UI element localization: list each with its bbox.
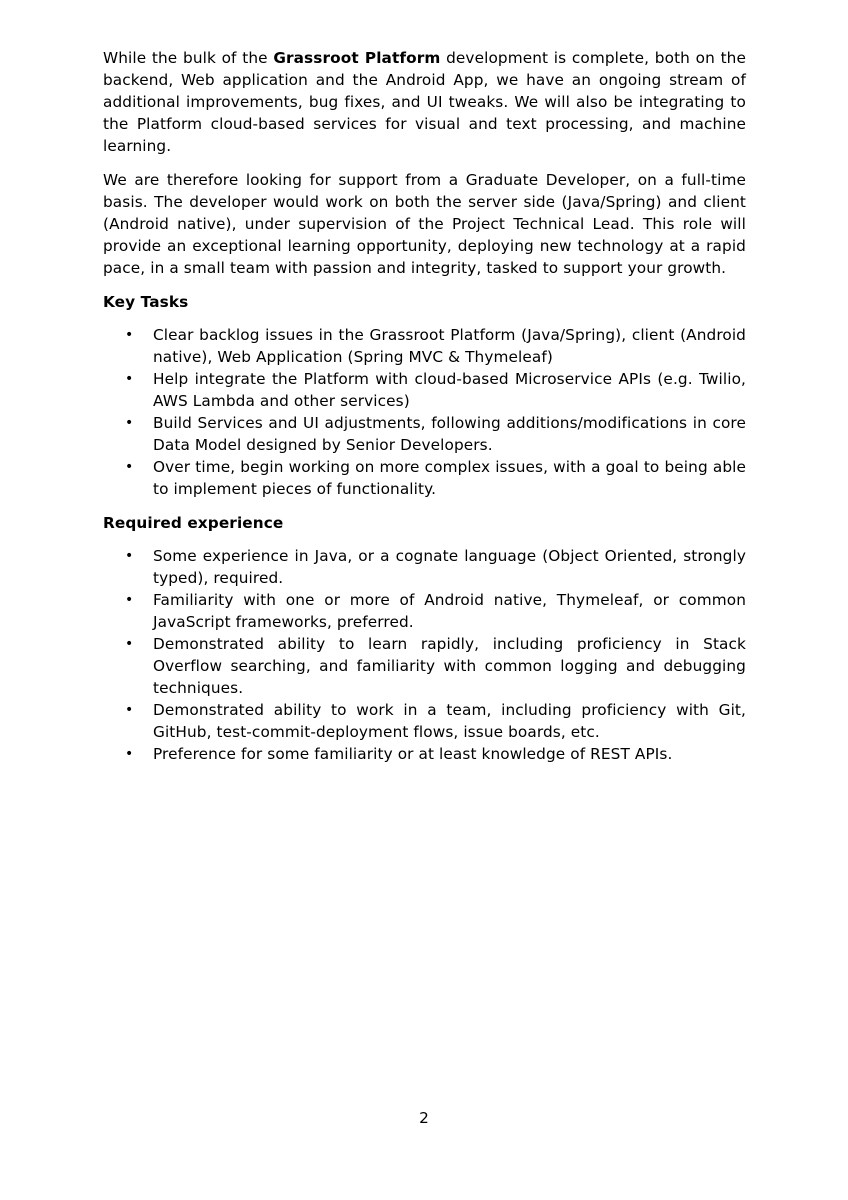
list-item: • Over time, begin working on more complex issues, with a goal to being able to implement pieces of functionality. bbox=[125, 458, 746, 498]
page-number: 2 bbox=[419, 1109, 429, 1127]
key-tasks-heading: Key Tasks bbox=[103, 293, 189, 311]
list-item: • Build Services and UI adjustments, following additions/modifications in core Data Model designed by Senior Developers. bbox=[125, 414, 746, 454]
list-item: • Clear backlog issues in the Grassroot Platform (Java/Spring), client (Android native), Web Application (Spring MVC & Thymeleaf) bbox=[125, 326, 746, 366]
intro-paragraph bbox=[103, 47, 746, 157]
intro-suffix: development is complete, both on the backend, Web application and the Android App, we have an ongoing stream of additional improvements, bug fixes, and UI tweaks. We will also be integrating to the Platform cloud-based services for visual and text processing, and machine learning. bbox=[103, 49, 746, 155]
list-item: • Demonstrated ability to work in a team, including proficiency with Git, GitHub, test-commit-deployment flows, issue boards, etc. bbox=[125, 701, 746, 741]
list-item: • Some experience in Java, or a cognate language (Object Oriented, strongly typed), required. bbox=[125, 547, 746, 587]
list-item: • Help integrate the Platform with cloud-based Microservice APIs (e.g. Twilio, AWS Lambda and other services) bbox=[125, 370, 746, 410]
required-experience-heading: Required experience bbox=[103, 514, 284, 532]
bullet-icon: • bbox=[125, 459, 134, 475]
bullet-icon: • bbox=[125, 548, 134, 564]
bullet-icon: • bbox=[125, 636, 134, 652]
bullet-icon: • bbox=[125, 371, 134, 387]
list-item: • Demonstrated ability to learn rapidly, including proficiency in Stack Overflow searching, and familiarity with common logging and debugging techniques. bbox=[125, 635, 746, 697]
bullet-icon: • bbox=[125, 415, 134, 431]
list-item: • Familiarity with one or more of Android native, Thymeleaf, or common JavaScript frameworks, preferred. bbox=[125, 591, 746, 631]
intro-prefix: While the bulk of the bbox=[103, 49, 274, 67]
list-item: • Preference for some familiarity or at least knowledge of REST APIs. bbox=[125, 745, 673, 763]
bullet-icon: • bbox=[125, 746, 134, 762]
bullet-icon: • bbox=[125, 702, 134, 718]
bullet-icon: • bbox=[125, 592, 134, 608]
required-experience-list bbox=[103, 545, 746, 765]
document-page bbox=[103, 47, 746, 777]
platform-name: Grassroot Platform bbox=[273, 49, 441, 67]
role-paragraph: We are therefore looking for support from a Graduate Developer, on a full-time basis. The developer would work on both the server side (Java/Spring) and client (Android native), under supervision of the Project Technical Lead. This role will provide an exceptional learning opportunity, deploying new technology at a rapid pace, in a small team with passion and integrity, tasked to support your growth. bbox=[103, 171, 746, 277]
bullet-icon: • bbox=[125, 327, 134, 343]
key-tasks-list bbox=[103, 324, 746, 500]
